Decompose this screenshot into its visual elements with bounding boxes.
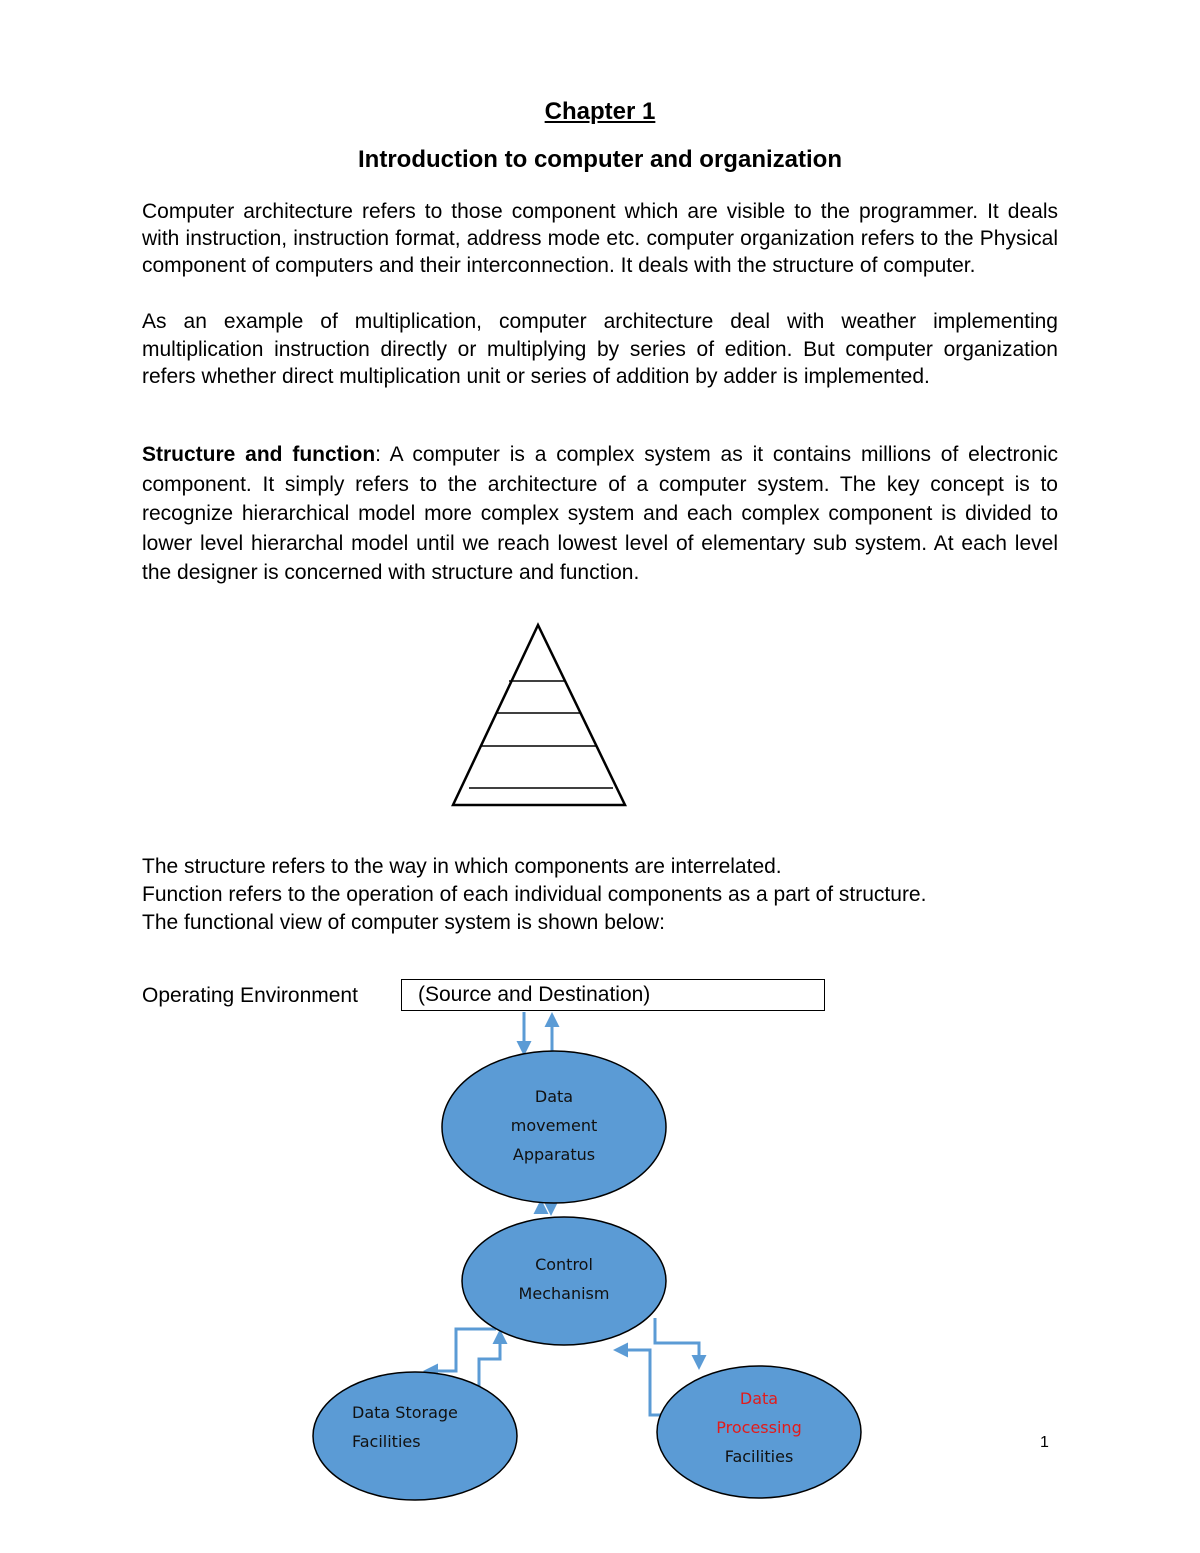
function-text: Function refers to the operation of each individual components as a part of structure. [142,883,927,906]
paragraph-multiplication-example: As an example of multiplication, computer architecture deal with weather implementing multiplication instruction directly or multiplying by series of edition. But computer organization refers whether direct multiplication unit or series of addition by adder is implemented. [142,310,1058,388]
arrow-control-to-processing [655,1318,699,1367]
data-movement-line1: Data [534,1087,574,1106]
control-line2: Mechanism [518,1284,610,1303]
data-movement-line3: Apparatus [512,1145,596,1164]
control-mechanism-label [504,1250,624,1308]
data-movement-line2: movement [510,1116,598,1135]
storage-line1: Data Storage [352,1403,458,1422]
structure-text: The structure refers to the way in which components are interrelated. [142,855,782,878]
processing-line2: Processing [716,1418,802,1437]
storage-line2: Facilities [352,1432,421,1451]
page-number: 1 [1040,1434,1049,1451]
arrow-control-to-storage [426,1329,496,1371]
data-storage-label [352,1398,458,1456]
source-destination-box: (Source and Destination) [401,979,825,1011]
paragraph-architecture: Computer architecture refers to those component which are visible to the programmer. It deals with instruction, instruction format, address mode etc. computer organization refers to the Physical component of computers and their interconnection. It deals with the structure of computer. [142,200,1058,277]
processing-line3: Facilities [724,1447,794,1466]
chapter-subtitle: Introduction to computer and organization [358,146,842,173]
processing-line1: Data [739,1389,779,1408]
operating-environment-label: Operating Environment [142,984,358,1007]
arrow-processing-to-control [616,1350,661,1415]
structure-function-body: : A computer is a complex system as it contains millions of electronic component. It simply refers to the architecture of a computer system. The key concept is to recognize hierarchical model more complex system and each complex component is divided to lower level hierarchal model until we reach lowest level of elementary sub system. At each level the designer is concerned with structure and function. [142,443,1058,584]
data-processing-label [699,1384,819,1471]
control-line1: Control [535,1255,593,1274]
chapter-title: Chapter 1 [544,98,656,125]
data-movement-label [494,1082,614,1169]
arrow-storage-to-control [479,1332,500,1389]
functional-view-text: The functional view of computer system is shown below: [142,911,665,934]
structure-function-heading: Structure and function [142,443,376,466]
